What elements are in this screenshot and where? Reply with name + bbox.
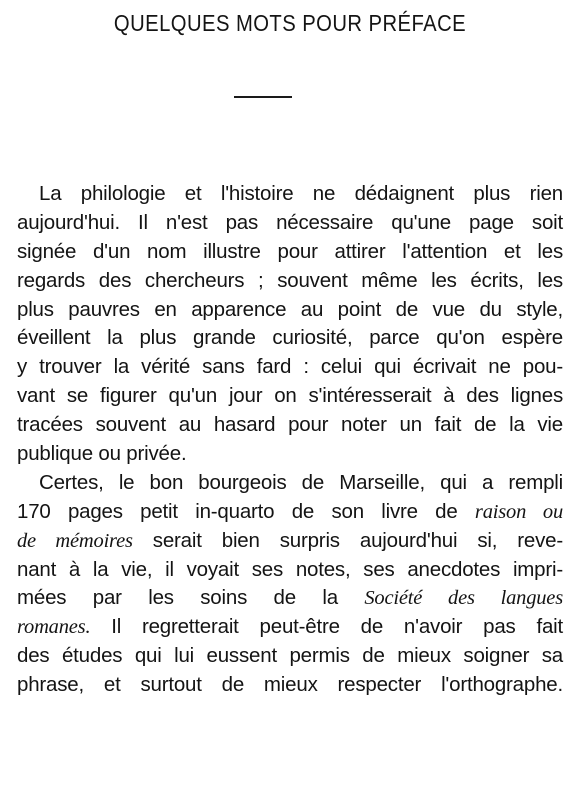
text-line: éveillent la plus grande curiosité, parce qu'on espère <box>17 326 563 350</box>
text-line <box>17 498 563 527</box>
text-line: publique ou privée. <box>17 442 187 466</box>
text-segment: mées par les soins de la <box>17 586 365 610</box>
text-line: aujourd'hui. Il n'est pas nécessaire qu'une page soit <box>17 210 563 234</box>
page-title: QUELQUES MOTS POUR PRÉFACE <box>113 10 467 36</box>
text-line: vant se figurer qu'un jour on s'intéresserait à des lignes <box>17 384 563 408</box>
text-line: plus pauvres en apparence au point de vue du style, <box>17 297 563 321</box>
text-segment: 170 pages petit in-quarto de son livre de <box>17 499 475 523</box>
text-line: regards des chercheurs ; souvent même les écrits, les <box>17 268 563 292</box>
text-line: tracées souvent au hasard pour noter un fait de la vie <box>17 413 563 437</box>
text-segment: Il regretterait peut-être de n'avoir pas fait <box>90 615 563 639</box>
title-divider <box>234 96 292 98</box>
text-segment: serait bien surpris aujourd'hui si, reve- <box>132 528 563 552</box>
text-line: phrase, et surtout de mieux respecter l'orthographe. <box>17 673 563 697</box>
italic-society-name: romanes. <box>17 616 91 639</box>
text-line: nant à la vie, il voyait ses notes, ses anecdotes impri- <box>17 557 563 581</box>
paragraph-2 <box>17 469 563 700</box>
text-line: y trouver la vérité sans fard : celui qui écrivait ne pou- <box>17 355 563 379</box>
text-line <box>17 527 563 556</box>
text-line: Certes, le bon bourgeois de Marseille, qui a rempli <box>39 470 563 494</box>
text-line: des études qui lui eussent permis de mieux soigner sa <box>17 644 563 668</box>
text-line: signée d'un nom illustre pour attirer l'attention et les <box>17 239 563 263</box>
paragraph-1 <box>17 180 563 469</box>
text-line <box>17 584 563 613</box>
italic-society-name: Société des langues <box>364 587 563 610</box>
italic-title-segment: raison ou <box>474 500 563 523</box>
body-text <box>17 180 563 700</box>
text-line <box>17 613 563 642</box>
italic-title-segment: de mémoires <box>17 529 133 552</box>
text-line: La philologie et l'histoire ne dédaignent plus rien <box>39 182 563 205</box>
